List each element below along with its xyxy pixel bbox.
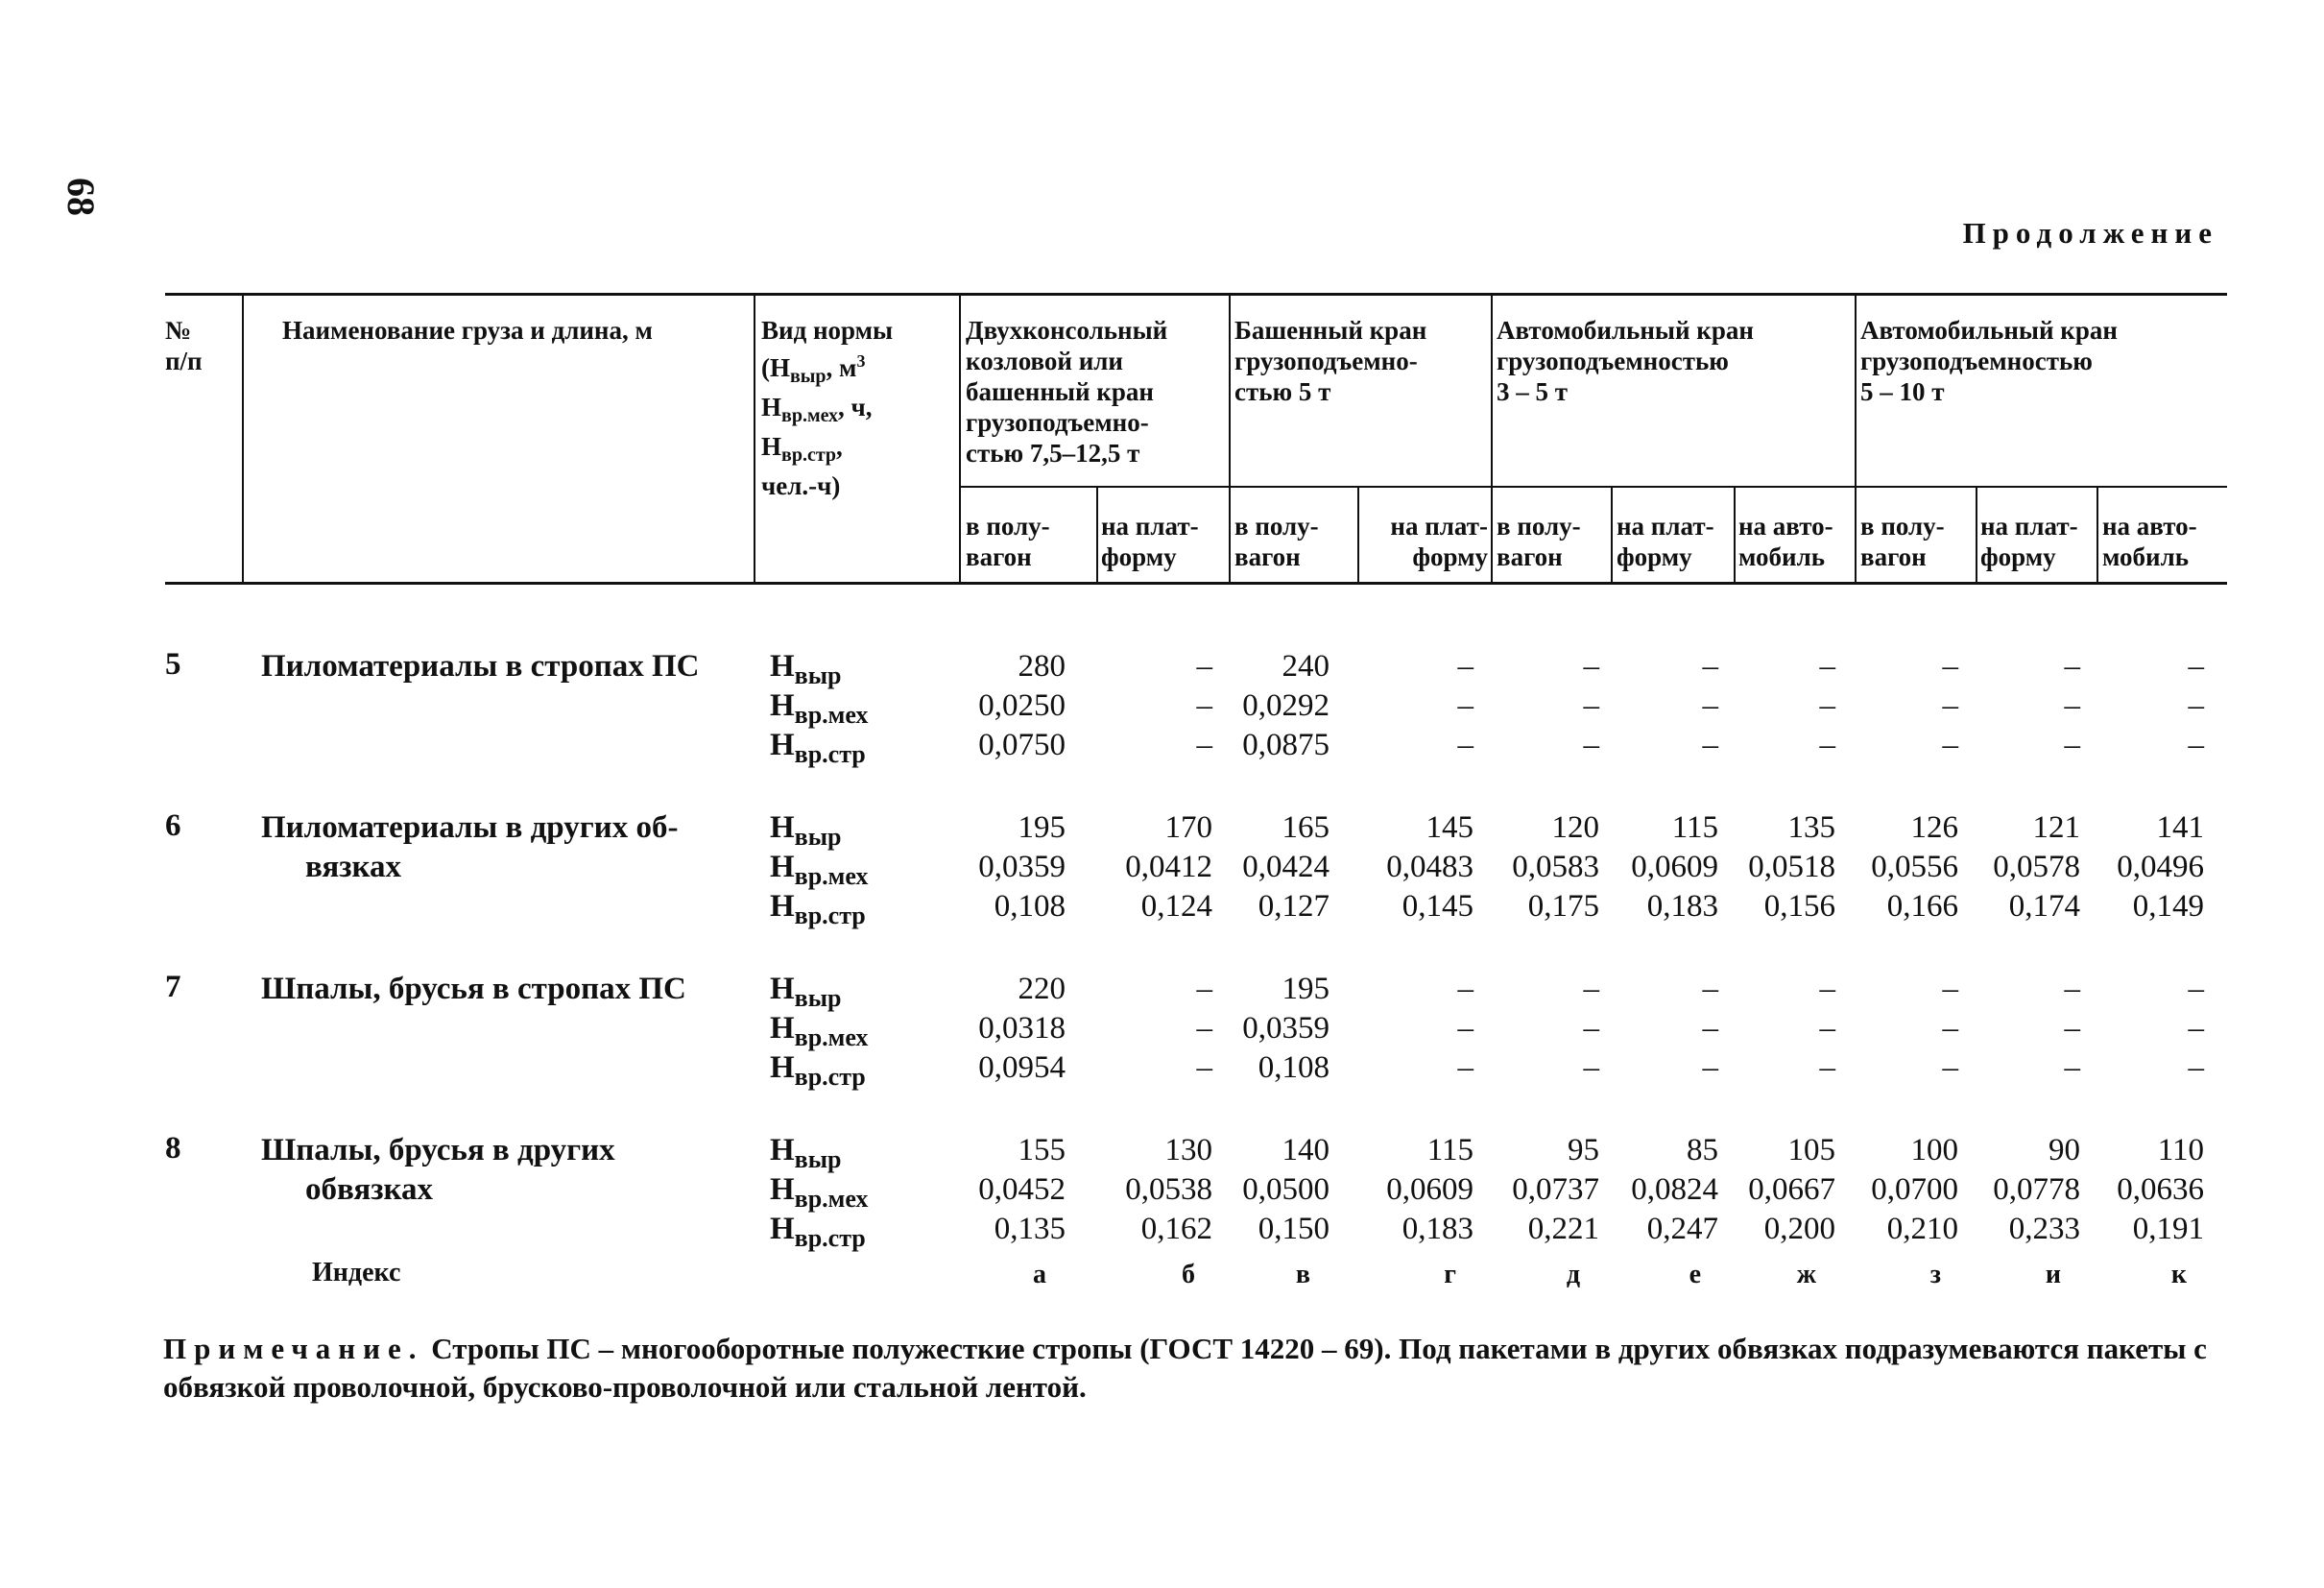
table-cell: 0,0578: [1993, 850, 2080, 884]
table-cell: 0,200: [1763, 1212, 1835, 1246]
table-cell: 195: [1018, 810, 1066, 845]
table-cell: –: [1702, 688, 1718, 723]
note: [163, 1330, 2227, 1407]
table-header-rule: [165, 582, 2227, 585]
table-cell: –: [2064, 972, 2080, 1006]
table-cell: 0,0954: [978, 1050, 1066, 1085]
norm-label-vyr: $Н_{выр}$: [770, 810, 842, 851]
table-cell: –: [2064, 728, 2080, 762]
table-cell: 0,0778: [1993, 1172, 2080, 1207]
table-cell: –: [1196, 649, 1212, 684]
table-cell: 0,0359: [1242, 1011, 1330, 1046]
table-cell: –: [1702, 1050, 1718, 1085]
table-cell: –: [1583, 688, 1599, 723]
table-cell: 0,156: [1763, 889, 1835, 924]
table-cell: 0,162: [1140, 1212, 1212, 1246]
table-cell: 140: [1282, 1133, 1330, 1167]
table-cell: 121: [2032, 810, 2080, 845]
table-cell: 0,0700: [1871, 1172, 1958, 1207]
table-cell: 220: [1018, 972, 1066, 1006]
norm-label-vyr: $Н_{выр}$: [770, 1133, 842, 1173]
table-cell: –: [2188, 1050, 2204, 1085]
table-cell: 155: [1018, 1133, 1066, 1167]
table-cell: 0,150: [1258, 1212, 1330, 1246]
subvrule-3: [1611, 486, 1613, 584]
table-cell: 0,221: [1527, 1212, 1599, 1246]
vrule-5: [1491, 293, 1493, 584]
table-cell: –: [2064, 688, 2080, 723]
norm-label-mex: $Н_{вр.мех}$: [770, 850, 869, 890]
norm-label-vyr: $Н_{выр}$: [770, 972, 842, 1012]
table-cell: 0,0292: [1242, 688, 1330, 723]
table-cell: 0,124: [1140, 889, 1212, 924]
vrule-4: [1229, 293, 1231, 584]
table-cell: –: [1819, 972, 1835, 1006]
table-cell: 0,233: [2008, 1212, 2080, 1246]
table-cell: –: [2064, 1011, 2080, 1046]
table-cell: –: [2188, 972, 2204, 1006]
table-cell: –: [2188, 1011, 2204, 1046]
table-cell: 105: [1787, 1133, 1835, 1167]
note-text: Стропы ПС – многооборотные полужесткие стропы (ГОСТ 14220 – 69). Под пакетами в других обвязках подразумеваются пакеты с обвязкой проволочной, брусково-проволочной или стальной лентой.: [163, 1332, 2207, 1404]
index-label: Индекс: [312, 1258, 401, 1287]
table-cell: –: [1457, 728, 1473, 762]
table-cell: 0,183: [1402, 1212, 1473, 1246]
table-cell: –: [1942, 972, 1958, 1006]
table-cell: 90: [2048, 1133, 2080, 1167]
table-cell: 0,127: [1258, 889, 1330, 924]
table-cell: 0,149: [2132, 889, 2204, 924]
vrule-6: [1855, 293, 1857, 584]
table-cell: –: [1702, 728, 1718, 762]
table-cell: 0,0583: [1512, 850, 1599, 884]
row-name: Пиломатериалы в стропах ПС: [261, 649, 700, 684]
table-cell: –: [2188, 649, 2204, 684]
table-cell: 0,175: [1527, 889, 1599, 924]
index-letter: а: [1033, 1260, 1046, 1289]
table-cell: 0,0250: [978, 688, 1066, 723]
table-cell: –: [1942, 649, 1958, 684]
table-cell: 195: [1282, 972, 1330, 1006]
subheader-rule: [961, 486, 2227, 488]
table-cell: –: [2188, 728, 2204, 762]
row-number: 7: [165, 970, 181, 1004]
table-cell: 0,0750: [978, 728, 1066, 762]
header-col-norm: Вид нормы ($Н_{выр}$, $м^3$ $Н_{вр.мех}$, ч, $Н_{вр.стр}$, чел.-ч): [761, 316, 894, 500]
row-name: обвязках: [305, 1172, 434, 1207]
table-cell: 0,0412: [1125, 850, 1212, 884]
table-cell: 240: [1282, 649, 1330, 684]
subvrule-2: [1357, 486, 1359, 584]
norm-label-str: $Н_{вр.стр}$: [770, 1050, 866, 1091]
subvrule-1: [1096, 486, 1098, 584]
table-cell: –: [2064, 1050, 2080, 1085]
table-cell: 0,0609: [1631, 850, 1718, 884]
row-name: Пиломатериалы в других об-: [261, 810, 679, 845]
norm-label-str: $Н_{вр.стр}$: [770, 889, 866, 929]
row-name: Шпалы, брусья в стропах ПС: [261, 972, 686, 1006]
row-number: 5: [165, 647, 181, 682]
table-cell: 0,0824: [1631, 1172, 1718, 1207]
table-cell: –: [1942, 1011, 1958, 1046]
row-name: вязках: [305, 850, 402, 884]
vrule-1: [242, 293, 244, 584]
table-cell: 0,0452: [978, 1172, 1066, 1207]
subheader-7: на авто- мобиль: [1738, 512, 1833, 571]
norm-label-mex: $Н_{вр.мех}$: [770, 1172, 869, 1213]
table-cell: 126: [1910, 810, 1958, 845]
index-letter: ж: [1796, 1260, 1816, 1289]
table-cell: 0,0359: [978, 850, 1066, 884]
table-cell: –: [1702, 1011, 1718, 1046]
table-cell: –: [1457, 688, 1473, 723]
row-name: Шпалы, брусья в других: [261, 1133, 615, 1167]
table-cell: –: [1457, 972, 1473, 1006]
table-cell: –: [1942, 728, 1958, 762]
subheader-6: на плат- форму: [1617, 512, 1714, 571]
norm-label-str: $Н_{вр.стр}$: [770, 728, 866, 768]
vrule-2: [754, 293, 755, 584]
table-cell: 120: [1551, 810, 1599, 845]
table-cell: 170: [1164, 810, 1212, 845]
index-letter: д: [1566, 1260, 1580, 1289]
table-cell: 0,0483: [1386, 850, 1473, 884]
table-cell: –: [1196, 688, 1212, 723]
table-cell: –: [1196, 728, 1212, 762]
subvrule-4: [1734, 486, 1736, 584]
subheader-5: в полу- вагон: [1497, 512, 1581, 571]
row-number: 8: [165, 1131, 181, 1166]
table-cell: –: [1583, 1050, 1599, 1085]
note-title: Примечание.: [163, 1332, 424, 1365]
table-cell: 145: [1426, 810, 1473, 845]
table-cell: 0,247: [1646, 1212, 1718, 1246]
table-cell: –: [1583, 649, 1599, 684]
table-cell: 0,0556: [1871, 850, 1958, 884]
table-cell: 0,108: [1258, 1050, 1330, 1085]
index-letter: б: [1182, 1260, 1195, 1289]
table-cell: 115: [1671, 810, 1718, 845]
table-cell: –: [1819, 688, 1835, 723]
table-cell: 85: [1687, 1133, 1718, 1167]
table-cell: 0,0500: [1242, 1172, 1330, 1207]
index-letter: и: [2045, 1260, 2061, 1289]
table-cell: 0,0518: [1748, 850, 1835, 884]
norm-label-vyr: $Н_{выр}$: [770, 649, 842, 689]
table-cell: –: [1196, 1050, 1212, 1085]
table-cell: 0,0538: [1125, 1172, 1212, 1207]
table-cell: 0,174: [2008, 889, 2080, 924]
table-top-rule: [165, 293, 2227, 296]
header-group-3: Автомобильный кран грузоподъемностью 3 – 5 т: [1497, 316, 1754, 406]
table-cell: –: [2188, 688, 2204, 723]
table-cell: –: [1196, 1011, 1212, 1046]
page-number: 68: [60, 178, 103, 216]
norm-label-mex: $Н_{вр.мех}$: [770, 688, 869, 729]
table-cell: –: [1702, 649, 1718, 684]
table-cell: –: [1457, 1011, 1473, 1046]
table-cell: –: [1819, 1011, 1835, 1046]
header-group-1: Двухконсольный козловой или башенный кран грузоподъемно- стью 7,5–12,5 т: [966, 316, 1168, 468]
table-cell: –: [1819, 728, 1835, 762]
table-cell: 95: [1568, 1133, 1599, 1167]
index-letter: з: [1929, 1260, 1941, 1289]
table-cell: –: [1583, 1011, 1599, 1046]
header-group-2: Башенный кран грузоподъемно- стью 5 т: [1234, 316, 1427, 406]
table-cell: 0,0424: [1242, 850, 1330, 884]
vrule-3: [959, 293, 961, 584]
table-cell: 135: [1787, 810, 1835, 845]
table-cell: 0,0496: [2117, 850, 2204, 884]
continuation-label: Продолжение: [1962, 216, 2218, 250]
table-cell: 100: [1910, 1133, 1958, 1167]
subheader-10: на авто- мобиль: [2102, 512, 2197, 571]
subheader-2: на плат- форму: [1101, 512, 1199, 571]
table-cell: 280: [1018, 649, 1066, 684]
table-cell: 141: [2156, 810, 2204, 845]
norm-label-str: $Н_{вр.стр}$: [770, 1212, 866, 1252]
subheader-1: в полу- вагон: [966, 512, 1050, 571]
table-cell: 0,210: [1886, 1212, 1958, 1246]
table-cell: 110: [2157, 1133, 2204, 1167]
table-cell: 0,166: [1886, 889, 1958, 924]
table-cell: 0,0737: [1512, 1172, 1599, 1207]
table-cell: 0,108: [994, 889, 1066, 924]
table-cell: –: [2064, 649, 2080, 684]
table-cell: 0,0609: [1386, 1172, 1473, 1207]
table-cell: –: [1942, 688, 1958, 723]
subheader-4: на плат- форму: [1390, 512, 1488, 571]
subheader-3: в полу- вагон: [1234, 512, 1319, 571]
table-cell: 165: [1282, 810, 1330, 845]
table-cell: 115: [1426, 1133, 1473, 1167]
subvrule-5: [1976, 486, 1977, 584]
header-group-4: Автомобильный кран грузоподъемностью 5 – 10 т: [1860, 316, 2118, 406]
table-cell: 0,135: [994, 1212, 1066, 1246]
table-cell: 0,0667: [1748, 1172, 1835, 1207]
table-cell: –: [1702, 972, 1718, 1006]
table-cell: –: [1583, 972, 1599, 1006]
index-letter: е: [1689, 1260, 1701, 1289]
subheader-8: в полу- вагон: [1860, 512, 1945, 571]
index-letter: в: [1295, 1260, 1310, 1289]
index-letter: к: [2170, 1260, 2187, 1289]
norm-label-mex: $Н_{вр.мех}$: [770, 1011, 869, 1051]
table-cell: –: [1583, 728, 1599, 762]
table-cell: –: [1196, 972, 1212, 1006]
table-cell: –: [1457, 649, 1473, 684]
table-cell: –: [1819, 649, 1835, 684]
index-letter: г: [1444, 1260, 1456, 1289]
table-cell: 130: [1164, 1133, 1212, 1167]
table-cell: 0,0875: [1242, 728, 1330, 762]
table-cell: 0,0318: [978, 1011, 1066, 1046]
table-cell: 0,183: [1646, 889, 1718, 924]
table-cell: –: [1457, 1050, 1473, 1085]
table-cell: –: [1819, 1050, 1835, 1085]
table-cell: –: [1942, 1050, 1958, 1085]
table-cell: 0,0636: [2117, 1172, 2204, 1207]
subheader-9: на плат- форму: [1980, 512, 2078, 571]
header-col-no: № п/п: [165, 316, 203, 375]
table-cell: 0,145: [1402, 889, 1473, 924]
row-number: 6: [165, 808, 181, 843]
header-col-name: Наименование груза и длина, м: [282, 316, 653, 345]
table-cell: 0,191: [2132, 1212, 2204, 1246]
subvrule-6: [2096, 486, 2098, 584]
